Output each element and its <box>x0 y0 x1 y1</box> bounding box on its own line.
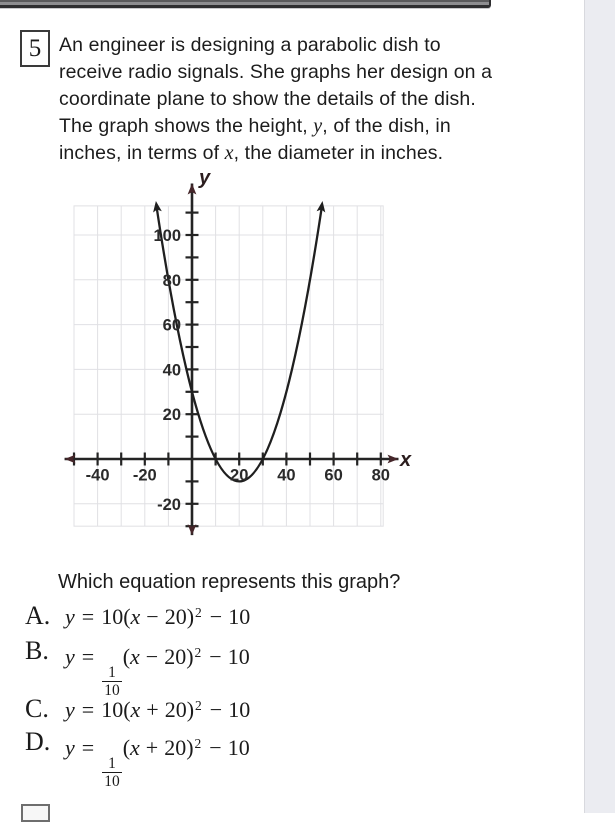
window-edge-bar <box>0 0 491 8</box>
math-var-x: x <box>130 644 140 669</box>
svg-text:40: 40 <box>162 361 181 380</box>
paren-open: ( <box>122 735 131 760</box>
svg-text:60: 60 <box>162 316 181 335</box>
math-var-x: x <box>130 735 140 760</box>
coefficient: 10 <box>101 697 124 722</box>
math-var-x: x <box>224 142 234 164</box>
choice-letter: A. <box>25 601 51 630</box>
equals-sign: = <box>81 697 95 722</box>
choice-letter: D. <box>25 727 51 756</box>
paren-close: ) <box>186 604 195 629</box>
operator: − <box>145 644 159 669</box>
question-number: 5 <box>28 34 42 62</box>
equals-sign: = <box>81 735 95 760</box>
exponent: 2 <box>195 605 202 620</box>
operator: − <box>209 697 223 722</box>
fraction-denominator: 10 <box>104 773 120 790</box>
paren-open: ( <box>123 604 131 629</box>
question-line <box>59 140 529 167</box>
exponent: 2 <box>194 645 202 660</box>
shift-constant: 20 <box>164 604 187 629</box>
question-number-box <box>20 30 50 67</box>
choice-letter: C. <box>25 694 49 723</box>
graph <box>55 166 415 558</box>
fraction-denominator: 10 <box>104 682 120 699</box>
math-var-x: x <box>130 697 141 722</box>
shift-constant: 20 <box>164 644 187 669</box>
parabola-graph-svg <box>55 166 415 558</box>
paren-close: ) <box>186 644 194 669</box>
constant: 10 <box>227 735 250 760</box>
math-var-y: y <box>65 735 75 760</box>
page-margin-strip <box>584 0 615 813</box>
svg-text:80: 80 <box>162 271 181 290</box>
question-line-part: inches, in terms of <box>59 142 225 164</box>
coefficient: 10 <box>101 604 124 629</box>
constant: 10 <box>228 604 251 629</box>
paren-close: ) <box>186 735 194 760</box>
choice-letter: B. <box>25 636 49 665</box>
math-var-y: y <box>65 697 75 722</box>
operator: − <box>146 604 159 629</box>
question-prompt: Which equation represents this graph? <box>58 571 401 593</box>
constant: 10 <box>227 644 250 669</box>
exponent: 2 <box>195 698 202 713</box>
choice-equation <box>65 644 250 699</box>
question-text <box>59 32 529 167</box>
svg-text:100: 100 <box>153 227 181 245</box>
question-line-part: , the diameter in inches. <box>233 142 444 164</box>
svg-text:20: 20 <box>230 466 249 485</box>
math-var-y: y <box>313 115 323 137</box>
svg-text:80: 80 <box>371 466 390 485</box>
math-var-y: y <box>65 604 75 629</box>
svg-text:x: x <box>400 449 412 471</box>
math-var-x: x <box>130 604 141 629</box>
operator: − <box>209 604 223 629</box>
paren-close: ) <box>186 697 195 722</box>
math-var-y: y <box>65 644 75 669</box>
fraction <box>102 755 122 790</box>
operator: − <box>209 644 222 669</box>
fraction-numerator: 1 <box>108 664 116 681</box>
svg-text:60: 60 <box>324 466 343 485</box>
operator: + <box>145 735 159 760</box>
exponent: 2 <box>194 736 202 751</box>
fraction-numerator: 1 <box>108 755 116 772</box>
question-line: coordinate plane to show the details of the dish. <box>59 88 476 110</box>
svg-text:y: y <box>199 167 211 189</box>
question-line-part: The graph shows the height, <box>59 115 314 137</box>
question-line-part: , of the dish, in <box>322 115 451 137</box>
svg-text:-40: -40 <box>85 466 110 485</box>
choice-B[interactable] <box>25 636 250 699</box>
choice-A[interactable] <box>25 601 250 631</box>
constant: 10 <box>228 697 251 722</box>
choice-equation <box>65 697 250 723</box>
shift-constant: 20 <box>164 735 187 760</box>
choice-equation <box>65 604 250 630</box>
choice-C[interactable] <box>25 694 250 724</box>
shift-constant: 20 <box>164 697 187 722</box>
next-question-number-box-partial <box>21 804 50 822</box>
question-line: An engineer is designing a parabolic dish to <box>59 34 441 56</box>
operator: + <box>146 697 159 722</box>
choice-D[interactable] <box>25 727 250 790</box>
question-line <box>59 113 529 140</box>
svg-text:-20: -20 <box>132 466 157 485</box>
question-line: receive radio signals. She graphs her design on a <box>59 61 493 83</box>
operator: − <box>209 735 222 760</box>
equals-sign: = <box>81 644 95 669</box>
svg-text:20: 20 <box>162 406 181 425</box>
svg-text:40: 40 <box>277 466 296 485</box>
svg-text:-20: -20 <box>157 495 181 514</box>
paren-open: ( <box>122 644 131 669</box>
equals-sign: = <box>81 604 95 629</box>
choice-equation <box>65 735 250 790</box>
paren-open: ( <box>123 697 131 722</box>
